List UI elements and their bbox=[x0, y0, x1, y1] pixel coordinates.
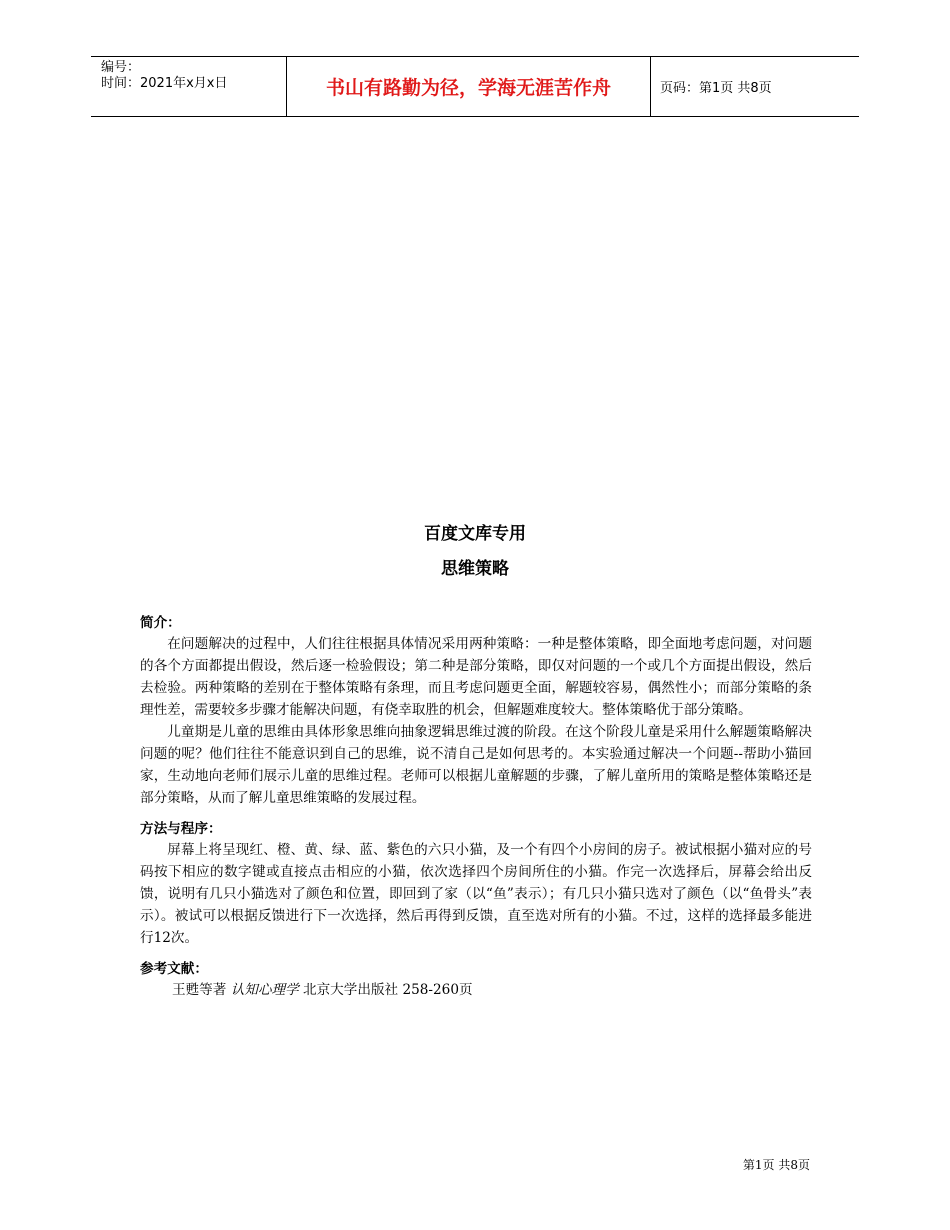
reference-entry bbox=[140, 979, 812, 1001]
reference-book-title: 认知心理学 bbox=[230, 982, 299, 998]
number-label: 编号： bbox=[101, 60, 141, 75]
method-paragraph: 屏幕上将呈现红、橙、黄、绿、蓝、紫色的六只小猫，及一个有四个小房间的房子。被试根据小猫对应的号码按下相应的数字键或直接点击相应的小猫，依次选择四个房间所住的小猫。作完一次选择后，屏幕会给出反馈，说明有几只小猫选对了颜色和位置，即回到了家（以“鱼”表示）；有几只小猫只选对了颜色（以“鱼骨头”表示）。被试可以根据反馈进行下一次选择，然后再得到反馈，直至选对所有的小猫。不过，这样的选择最多能进行12次。 bbox=[140, 842, 812, 946]
page-header bbox=[91, 56, 859, 117]
method-heading: 方法与程序： bbox=[140, 821, 222, 837]
reference-author: 王甦等著 bbox=[172, 982, 227, 998]
header-motto: 书山有路勤为径，学海无涯苦作舟 bbox=[287, 57, 651, 116]
header-meta bbox=[91, 57, 287, 116]
intro-paragraph-1: 在问题解决的过程中，人们往往根据具体情况采用两种策略：一种是整体策略，即全面地考虑问题，对问题的各个方面都提出假设，然后逐一检验假设；第二种是部分策略，即仅对问题的一个或几个方面提出假设，然后去检验。两种策略的差别在于整体策略有条理，而且考虑问题更全面，解题较容易，偶然性小；而部分策略的条理性差，需要较多步骤才能解决问题，有侥幸取胜的机会，但解题难度较大。整体策略优于部分策略。 bbox=[140, 636, 812, 718]
document-subtitle: 百度文库专用 bbox=[424, 524, 526, 544]
intro-heading: 简介： bbox=[140, 615, 181, 631]
reference-publisher: 北京大学出版社 258-260页 bbox=[303, 982, 473, 998]
document-body bbox=[140, 613, 812, 1001]
header-page-info: 页码：第1页 共8页 bbox=[660, 81, 772, 96]
intro-paragraph-2: 儿童期是儿童的思维由具体形象思维向抽象逻辑思维过渡的阶段。在这个阶段儿童是采用什么解题策略解决问题的呢？他们往往不能意识到自己的思维，说不清自己是如何思考的。本实验通过解决一个问题--帮助小猫回家，生动地向老师们展示儿童的思维过程。老师可以根据儿童解题的步骤，了解儿童所用的策略是整体策略还是部分策略，从而了解儿童思维策略的发展过程。 bbox=[140, 724, 812, 806]
time-label: 时间：2021年x月x日 bbox=[101, 76, 228, 91]
page-footer: 第1页 共8页 bbox=[742, 1158, 810, 1172]
document-title: 思维策略 bbox=[441, 559, 509, 579]
references-heading: 参考文献： bbox=[140, 961, 208, 977]
